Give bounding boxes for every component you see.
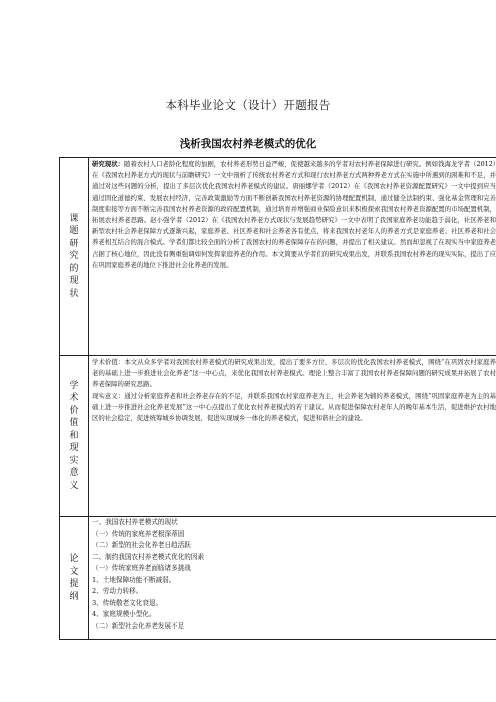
row-label-cell bbox=[60, 158, 89, 356]
content-cell bbox=[89, 158, 496, 356]
list-item: （一）传统家庭养老面临诸多挑战 bbox=[92, 564, 191, 572]
row-label-status: 课题研究的现状 bbox=[69, 213, 79, 299]
content-cell bbox=[89, 356, 496, 517]
status-lead: 研究现状： bbox=[92, 160, 125, 168]
table-row-outline bbox=[60, 517, 496, 640]
list-item: 2、劳动力转移。 bbox=[92, 587, 143, 595]
content-cell bbox=[89, 517, 496, 640]
document-title: 本科毕业论文（设计）开题报告 bbox=[165, 98, 331, 112]
academic-value-paragraph: 学术价值：本文从众多学者对我国农村养老模式的研究成果出发，提出了要多方位、多层次的优化我国农村养老模式，围绕“在巩固农村家庭养老的基础上进一步推进社会化养老”这一中心点，来优化我国农村养老模式。理论上整合丰富了我国农村养老保障问题的研究成果并拓展了农村养老保障的研究思路。 bbox=[92, 358, 496, 389]
proposal-table bbox=[59, 157, 496, 640]
list-item: （二）新型社会化养老发展不足 bbox=[92, 621, 185, 630]
value-text bbox=[89, 356, 496, 424]
practical-value-paragraph: 现实意义：通过分析家庭养老和社会养老存在的不足，并联系我国农村家庭养老为主，社会养老为辅的养老模式，围绕“巩固家庭养老为主的基础上进一步推进社会化养老发展”这一中心点提出了优化农村养老模式的若干建议。从而促进保障农村老年人的晚年基本生活，促进维护农村地区的社会稳定，促进统筹城乡协调发展，促进实现城乡一体化的养老模式，促进和谐社会的建设。 bbox=[92, 391, 496, 423]
list-item: 1、土地保障功能不断减弱。 bbox=[92, 575, 176, 584]
row-label-cell bbox=[60, 517, 89, 640]
list-item: 二、制约我国农村养老模式优化的因素 bbox=[92, 552, 205, 561]
list-item: （一）传统的家庭养老根深蒂固 bbox=[92, 529, 185, 538]
document-subtitle: 浅析我国农村养老模式的优化 bbox=[179, 138, 317, 150]
table-row-value bbox=[60, 356, 496, 517]
row-label-outline: 论文提纲 bbox=[69, 554, 79, 602]
list-item: 4、家庭规模小型化。 bbox=[92, 610, 156, 618]
table-row-status bbox=[60, 158, 496, 356]
row-label-cell bbox=[60, 356, 89, 517]
status-body: 随着农村人口老龄化程度的加剧，农村养老形势日益严峻，促使越来越多的学者对农村养老保障进行研究。例如钱海龙学者（2012）在《我国农村养老方式的现状与前瞻研究》一文中剖析了传统农村养老方式和现行农村养老方式两种养老方式在实施中所遇到的困难和不足，并通过对这些问题的分析，提出了多层次优化我国农村养老模式的建议。唐丽娜学者（2012）在《我国农村养老资源配置研究》一文中提到应当通过固化道德约束、发展农村经济、完善政策激励等方面不断创新我国农村养老资源的协理配置机制，通过健全法制约束、强化基金管理和完善制度衔接等方面不断完善我国农村养老资源的政府配置机制，通过培育并增强商业保险意识来积极探索我国农村养老资源配置的市场配置机制，拓展农村养老思路。赵小强学者（2012）在《我国农村养老方式现状与发展趋势研究》一文中表明了我国家庭养老功能趋于弱化，社区养老和新型农村社会养老保障方式逐渐兴起，家庭养老、社区养老和社会养老各有优点，将来我国农村老年人的养老方式是家庭养老、社区养老和社会养老相互结合的混合模式。学者们都比较全面的分析了我国农村的养老保障存在的问题，并提出了相关建议。然而却忽视了在现实当中家庭养老占据了核心地位，因此没有侧重强调如何发挥家庭养老的作用。本文简要从学者们的研究成果出发，并联系我国农村养老的现实实际，提出了应在巩固家庭养老的地位下推进社会化养老的发展。 bbox=[92, 160, 496, 269]
list-item: 一、我国农村养老模式的现状 bbox=[92, 518, 178, 526]
row-label-value: 学术价值和现实意义 bbox=[69, 380, 79, 491]
list-item: 3、传统敬老文化衰退。 bbox=[92, 598, 163, 607]
status-text bbox=[89, 158, 496, 271]
list-item: （二）新型的社会化养老日趋活跃 bbox=[92, 541, 191, 549]
outline-list bbox=[89, 517, 496, 632]
